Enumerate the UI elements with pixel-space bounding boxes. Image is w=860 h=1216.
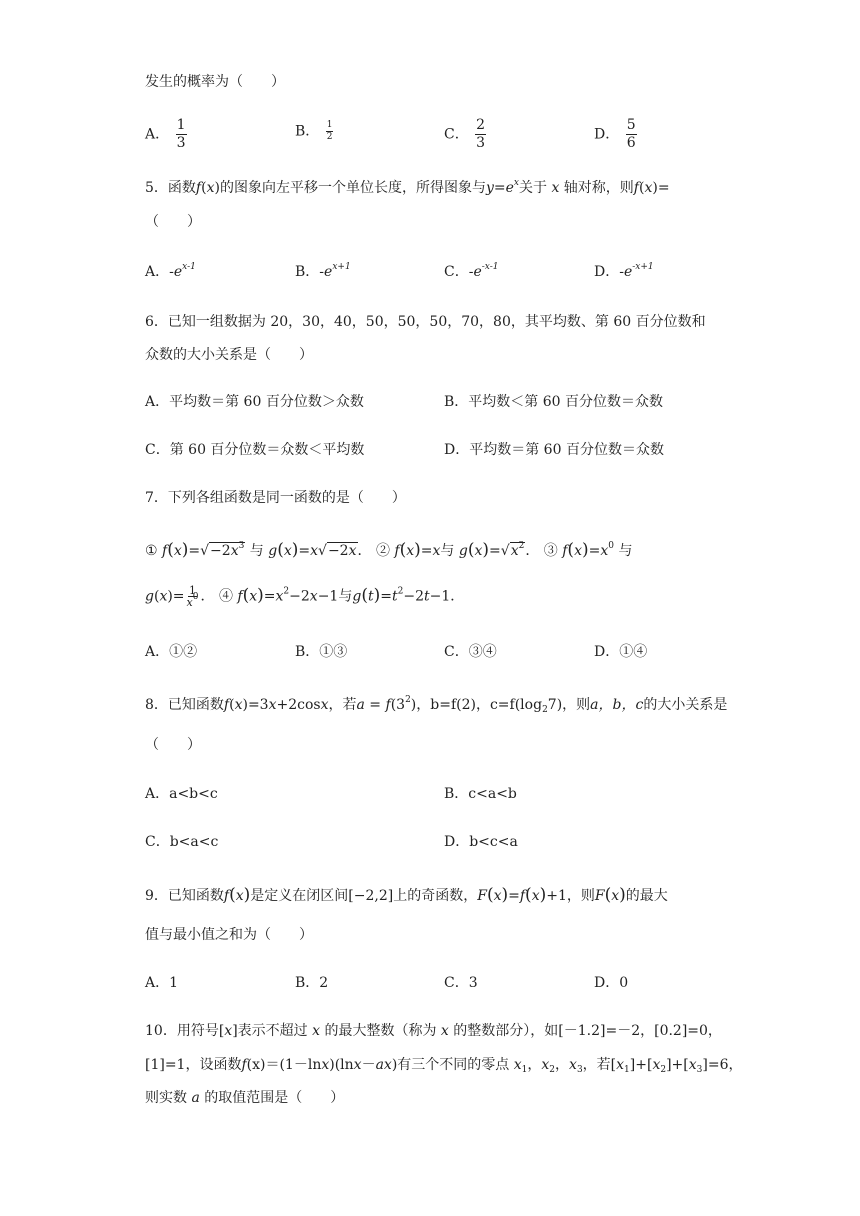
q7-option-c[interactable]: C．③④ xyxy=(444,644,497,660)
q10-stem-line3: 则实数 a 的取值范围是（ ） xyxy=(145,1090,345,1106)
q5-stem: 5．函数f(x)的图象向左平移一个单位长度，所得图象与$y=e^x$关于 x 轴对称，则f(x)= xyxy=(145,178,670,196)
q7-option-a[interactable]: A．①② xyxy=(145,644,198,660)
q4-option-c[interactable]: C． $\frac{2}{3}$ xyxy=(444,117,486,151)
q8-option-d[interactable]: D．b<c<a xyxy=(444,834,518,850)
q7-stem: 7．下列各组函数是同一函数的是（ ） xyxy=(145,490,406,506)
q8-stem: 8．已知函数f(x)=3x+2cosx，若$a = f(3^2)$，b=f(2)，$c=f(\log_27)$，则a，b，c的大小关系是 xyxy=(145,695,728,715)
q9-option-a[interactable]: A．1 xyxy=(145,975,179,991)
q5-option-d[interactable]: D．$-e^{-x+1}$ xyxy=(594,262,654,280)
q4-option-d[interactable]: D． $\frac{5}{6}$ xyxy=(594,117,636,151)
q6-option-c[interactable]: C．第 60 百分位数＝众数＜平均数 xyxy=(145,442,365,458)
q9-stem-line1: 9．已知函数f(x)是定义在闭区间[−2,2]上的奇函数，F(x)=f(x)+1，则F(x)的最大 xyxy=(145,885,668,905)
q5-option-a[interactable]: A．$-e^{x-1}$ xyxy=(145,262,196,280)
q7-formula-line1: ① $f(x)=√-2x^3$ 与 g(x)=x√−2x． ② f(x)=x与 $g(x)=√x^2$． ③ $f(x)=x^0$ 与 xyxy=(145,540,633,560)
q9-stem-line2: 值与最小值之和为（ ） xyxy=(145,927,313,943)
q7-option-b[interactable]: B．①③ xyxy=(295,644,348,660)
q10-stem-line1: 10．用符号[x]表示不超过 x 的最大整数（称为 x 的整数部分），如[－1.2]=－2，[0.2]=0， xyxy=(145,1023,722,1039)
q6-option-d[interactable]: D．平均数＝第 60 百分位数＝众数 xyxy=(444,442,664,458)
q8-option-c[interactable]: C．b<a<c xyxy=(145,834,219,850)
q6-stem-line1: 6．已知一组数据为 20，30，40，50，50，50，70，80，其平均数、第 60 百分位数和 xyxy=(145,314,706,330)
q5-option-c[interactable]: C．$-e^{-x-1}$ xyxy=(444,262,499,280)
fraction: $\frac{2}{3}$ xyxy=(476,117,486,151)
q4-option-b[interactable]: B． $\frac{1}{2}$ xyxy=(295,120,333,142)
q6-stem-line2: 众数的大小关系是（ ） xyxy=(145,347,313,363)
q5-paren: （ ） xyxy=(145,214,201,230)
q8-option-b[interactable]: B．c<a<b xyxy=(444,786,517,802)
q9-option-b[interactable]: B．2 xyxy=(295,975,329,991)
q4-option-a[interactable]: A． $\frac{1}{3}$ xyxy=(145,117,186,151)
q7-formula-line2: g(x)= $\frac{1}{x^0}$ ． ④ $f(x)=x^2-2x-1$与$g(t)=t^2-2t-1$． xyxy=(145,584,465,609)
q7-option-d[interactable]: D．①④ xyxy=(594,644,648,660)
fraction: $\frac{5}{6}$ xyxy=(626,117,636,151)
q10-stem-line2: [1]=1，设函数f(x)＝(1－lnx)(lnx－ax)有三个不同的零点 $x_1$，$x_2$，$x_3$，若$[x_1]+[x_2]+[x_3]=6$， xyxy=(145,1057,743,1075)
q8-option-a[interactable]: A．a<b<c xyxy=(145,786,218,802)
fraction: $\frac{1}{3}$ xyxy=(176,117,186,151)
q6-option-a[interactable]: A．平均数＝第 60 百分位数＞众数 xyxy=(145,394,364,410)
q9-option-c[interactable]: C．3 xyxy=(444,975,478,991)
q5-option-b[interactable]: B．$-e^{x+1}$ xyxy=(295,262,351,280)
q9-option-d[interactable]: D．0 xyxy=(594,975,629,991)
fraction: $\frac{1}{2}$ xyxy=(326,120,333,142)
q8-paren: （ ） xyxy=(145,737,201,753)
q6-option-b[interactable]: B．平均数＜第 60 百分位数＝众数 xyxy=(444,394,664,410)
intro-text: 发生的概率为（ ） xyxy=(145,74,285,90)
